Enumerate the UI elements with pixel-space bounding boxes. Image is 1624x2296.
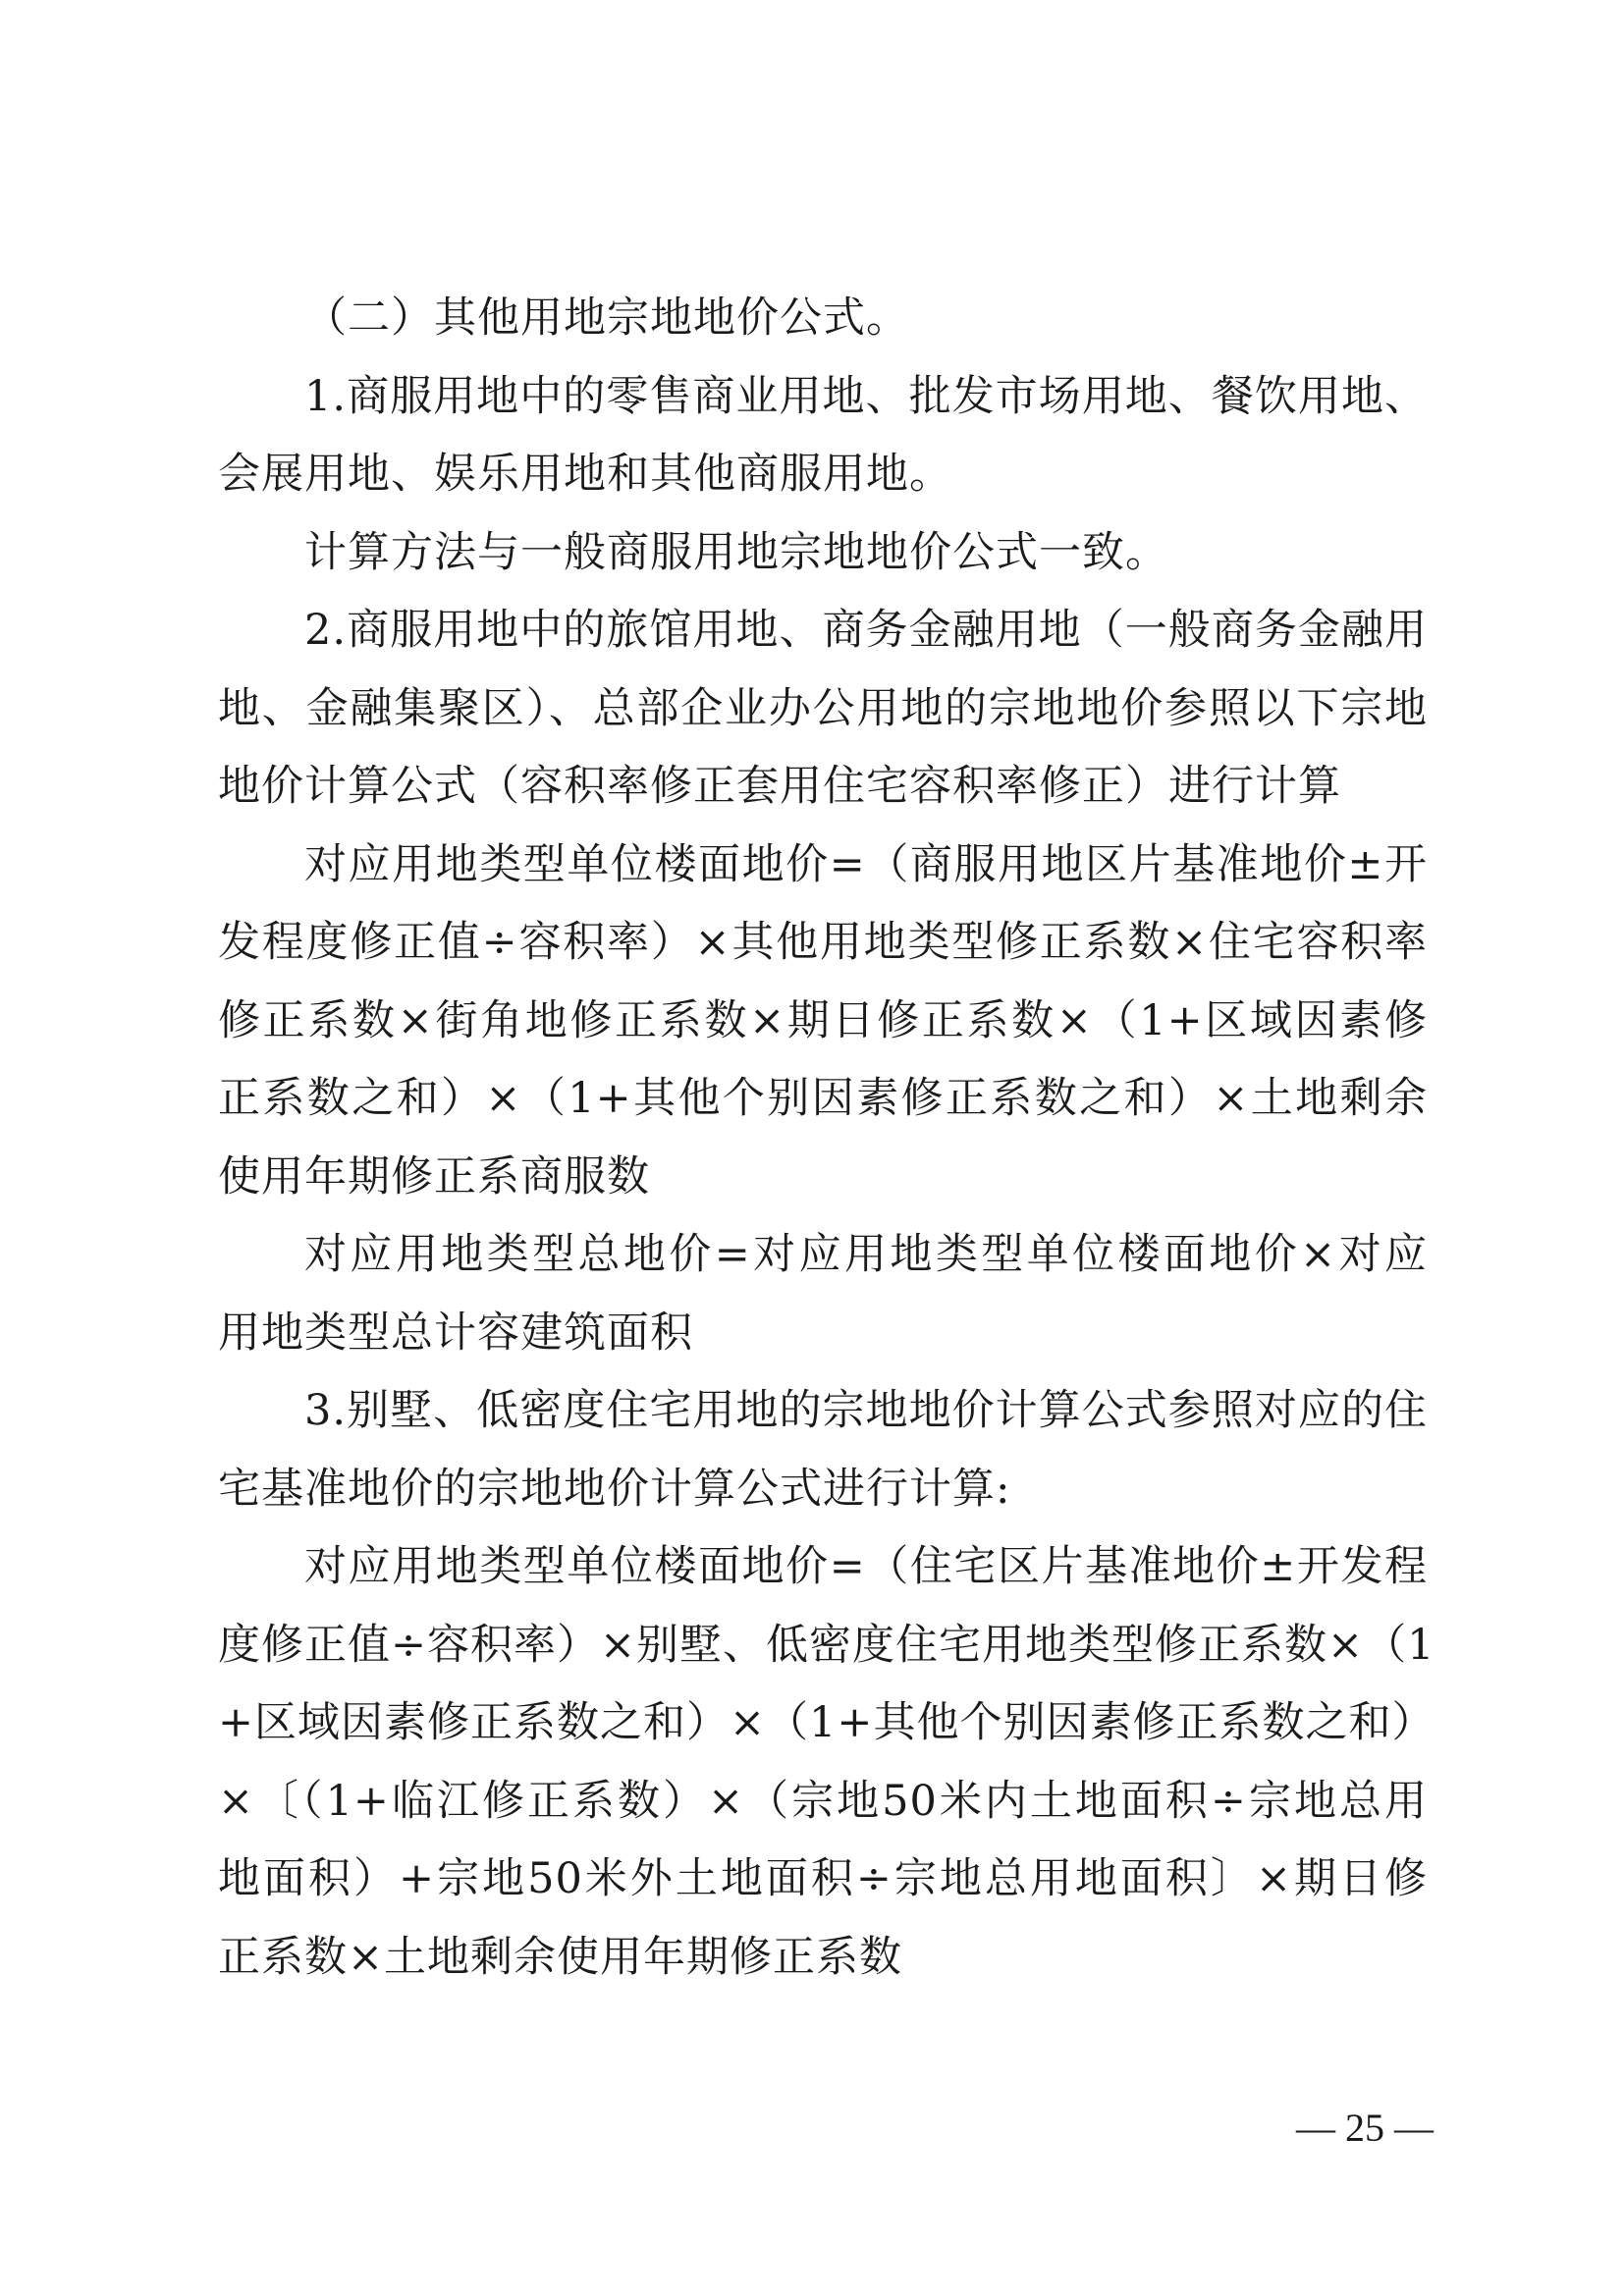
paragraph-line: 对应用地类型总地价=对应用地类型单位楼面地价×对应	[304, 1230, 1428, 1279]
paragraph-line: 度修正值÷容积率）×别墅、低密度住宅用地类型修正系数×（1	[218, 1620, 1435, 1670]
paragraph-line: 宅基准地价的宗地地价计算公式进行计算:	[218, 1464, 1011, 1514]
paragraph-line: 2.商服用地中的旅馆用地、商务金融用地（一般商务金融用	[304, 606, 1428, 655]
paragraph-line: 对应用地类型单位楼面地价=（住宅区片基准地价±开发程	[304, 1542, 1428, 1591]
paragraph-line: 1.商服用地中的零售商业用地、批发市场用地、餐饮用地、	[304, 371, 1428, 421]
paragraph-line: ×〔（1+临江修正系数）×（宗地50米内土地面积÷宗地总用	[218, 1776, 1428, 1826]
paragraph-line: 3.别墅、低密度住宅用地的宗地地价计算公式参照对应的住	[304, 1386, 1428, 1435]
paragraph-line: 地面积）+宗地50米外土地面积÷宗地总用地面积〕×期日修	[218, 1854, 1428, 1903]
paragraph-line: 地价计算公式（容积率修正套用住宅容积率修正）进行计算	[218, 762, 1341, 811]
paragraph-line: 正系数之和）×（1+其他个别因素修正系数之和）×土地剩余	[218, 1074, 1428, 1123]
paragraph-line: 发程度修正值÷容积率）×其他用地类型修正系数×住宅容积率	[218, 918, 1428, 967]
paragraph-line: 修正系数×街角地修正系数×期日修正系数×（1+区域因素修	[218, 995, 1428, 1045]
document-body	[218, 280, 1435, 1997]
page-number: — 25 —	[1296, 2106, 1434, 2150]
paragraph-line: +区域因素修正系数之和）×（1+其他个别因素修正系数之和）	[218, 1698, 1435, 1747]
paragraph-line: 计算方法与一般商服用地宗地地价公式一致。	[304, 527, 1168, 577]
paragraph-line: （二）其他用地宗地地价公式。	[304, 294, 909, 343]
paragraph-line: 对应用地类型单位楼面地价=（商服用地区片基准地价±开	[304, 839, 1428, 889]
paragraph-line: 正系数×土地剩余使用年期修正系数	[218, 1932, 903, 1982]
paragraph-line: 用地类型总计容建筑面积	[218, 1308, 693, 1358]
paragraph-line: 会展用地、娱乐用地和其他商服用地。	[218, 450, 952, 499]
paragraph-line: 地、金融集聚区）、总部企业办公用地的宗地地价参照以下宗地	[218, 683, 1428, 733]
paragraph-line: 使用年期修正系商服数	[218, 1151, 650, 1201]
